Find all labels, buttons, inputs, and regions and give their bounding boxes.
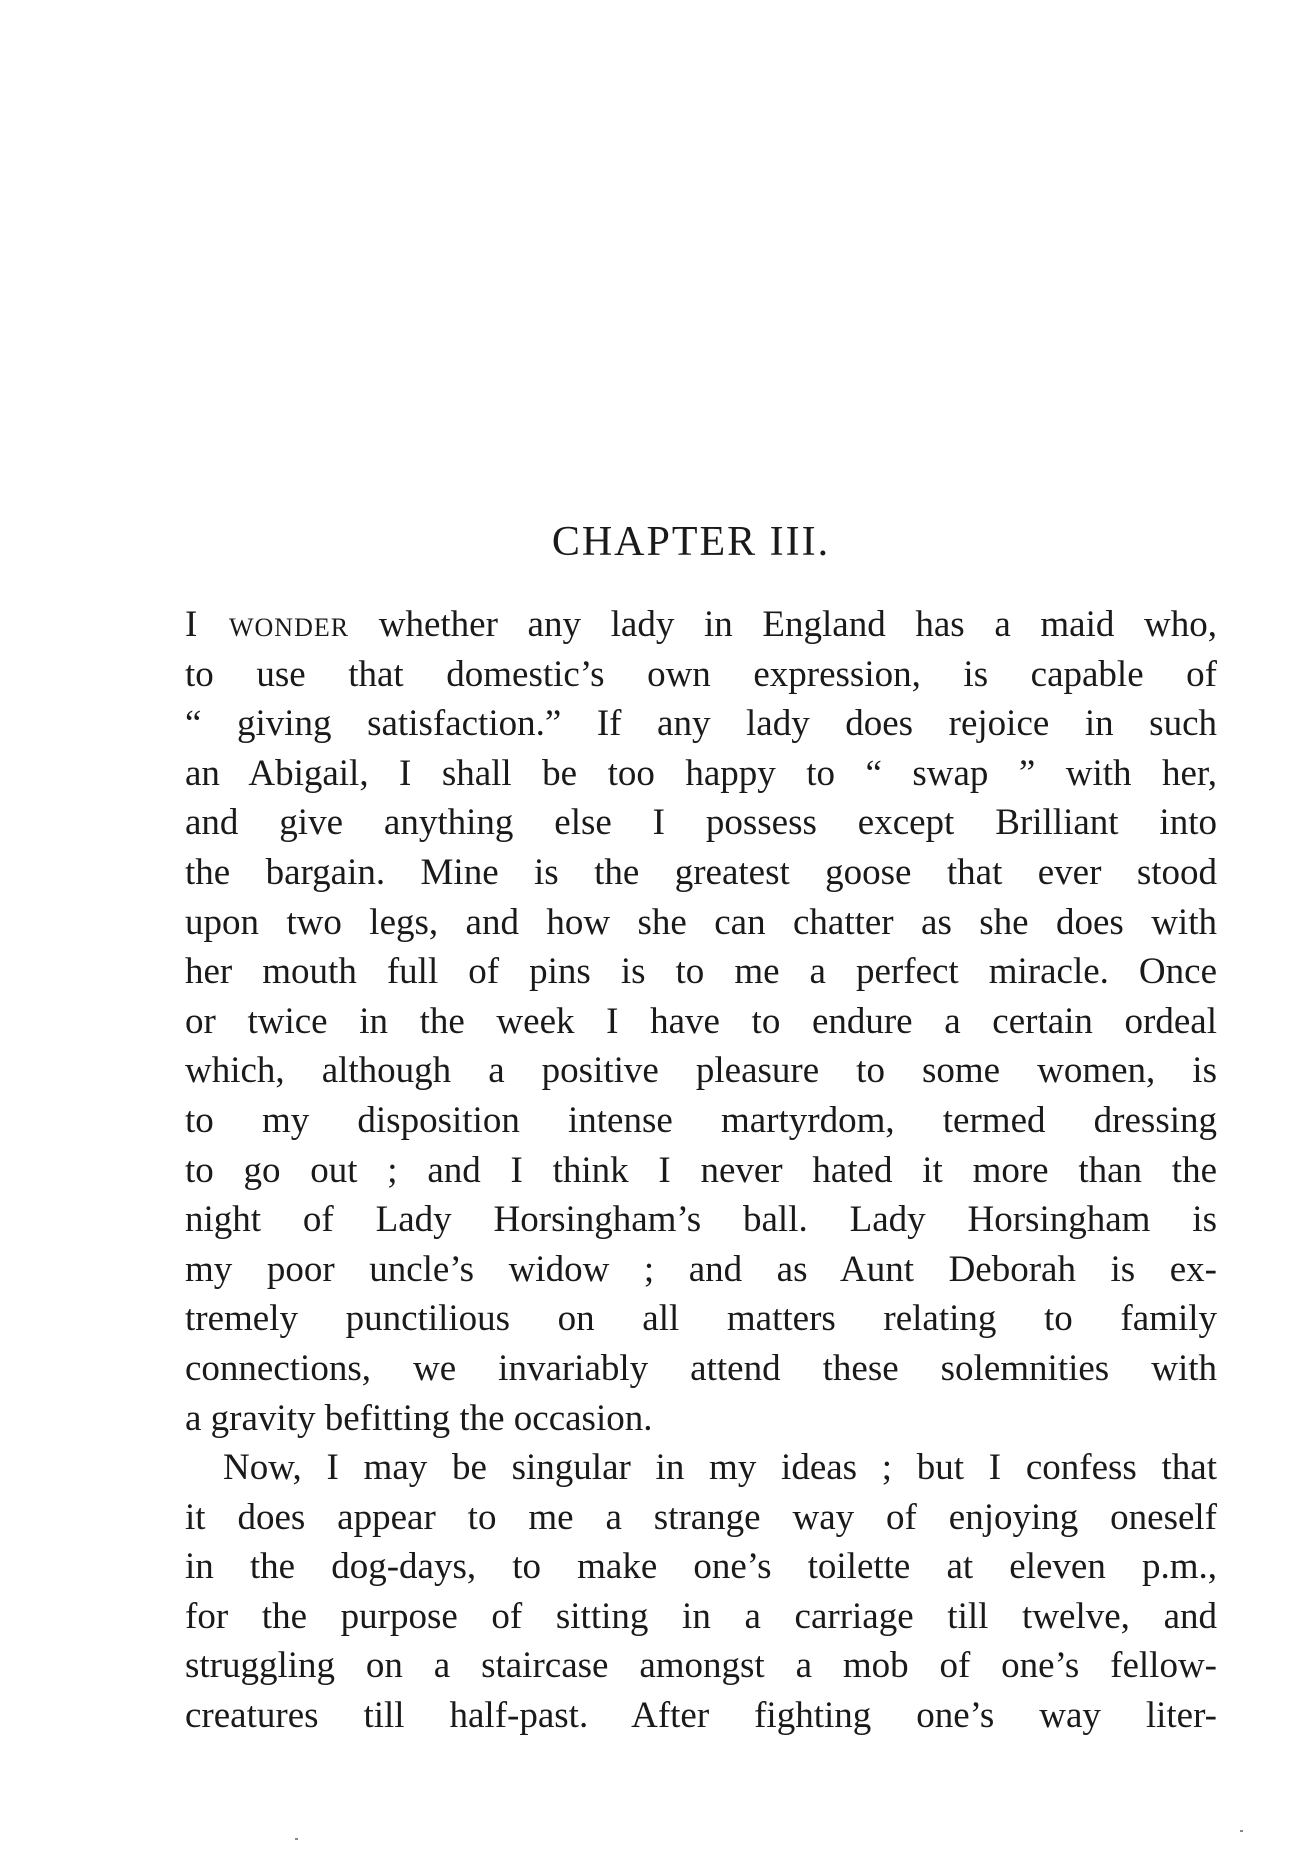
text-line: upon two legs, and how she can chatter as she does with bbox=[185, 901, 1217, 943]
text-line: in the dog-days, to make one’s toilette at eleven p.m., bbox=[185, 1546, 1217, 1588]
text-line: struggling on a staircase amongst a mob of one’s fellow- bbox=[185, 1645, 1217, 1687]
text-line: night of Lady Horsingham’s ball. Lady Horsingham is bbox=[185, 1199, 1217, 1241]
text-line: an Abigail, I shall be too happy to “ swap ” with her, bbox=[185, 752, 1217, 794]
text-line: tremely punctilious on all matters relating to family bbox=[185, 1298, 1217, 1340]
text-line: my poor uncle’s widow ; and as Aunt Deborah is ex- bbox=[185, 1248, 1217, 1290]
text-line: or twice in the week I have to endure a certain ordeal bbox=[185, 1000, 1217, 1042]
text-line: to use that domestic’s own expression, is capable of bbox=[185, 653, 1217, 695]
text-line: creatures till half-past. After fighting one’s way liter- bbox=[185, 1695, 1217, 1737]
text-line: for the purpose of sitting in a carriage till twelve, and bbox=[185, 1595, 1217, 1637]
text-line: connections, we invariably attend these solemnities with bbox=[185, 1347, 1217, 1389]
print-speck bbox=[295, 1838, 298, 1840]
opening-word: I wonder bbox=[185, 604, 350, 645]
paragraph-2 bbox=[185, 1443, 1217, 1741]
text-line: “ giving satisfaction.” If any lady does rejoice in such bbox=[185, 703, 1217, 745]
text-line: I wonder whether any lady in England has a maid who, bbox=[185, 604, 1217, 645]
text-line: Now, I may be singular in my ideas ; but I confess that bbox=[223, 1447, 1217, 1489]
print-speck bbox=[1240, 1830, 1243, 1832]
text-line: it does appear to me a strange way of enjoying oneself bbox=[185, 1496, 1217, 1538]
text-line: a gravity befitting the occasion. bbox=[185, 1397, 653, 1439]
text-line: her mouth full of pins is to me a perfect miracle. Once bbox=[185, 951, 1217, 993]
paragraph-1 bbox=[185, 600, 1217, 1443]
text-line: and give anything else I possess except Brilliant into bbox=[185, 802, 1217, 844]
text-line: the bargain. Mine is the greatest goose that ever stood bbox=[185, 851, 1217, 893]
chapter-text bbox=[185, 600, 1217, 1741]
text-line: which, although a positive pleasure to some women, is bbox=[185, 1050, 1217, 1092]
text-line: to go out ; and I think I never hated it more than the bbox=[185, 1149, 1217, 1191]
chapter-heading: CHAPTER III. bbox=[551, 519, 831, 565]
text-line: to my disposition intense martyrdom, termed dressing bbox=[185, 1099, 1217, 1141]
